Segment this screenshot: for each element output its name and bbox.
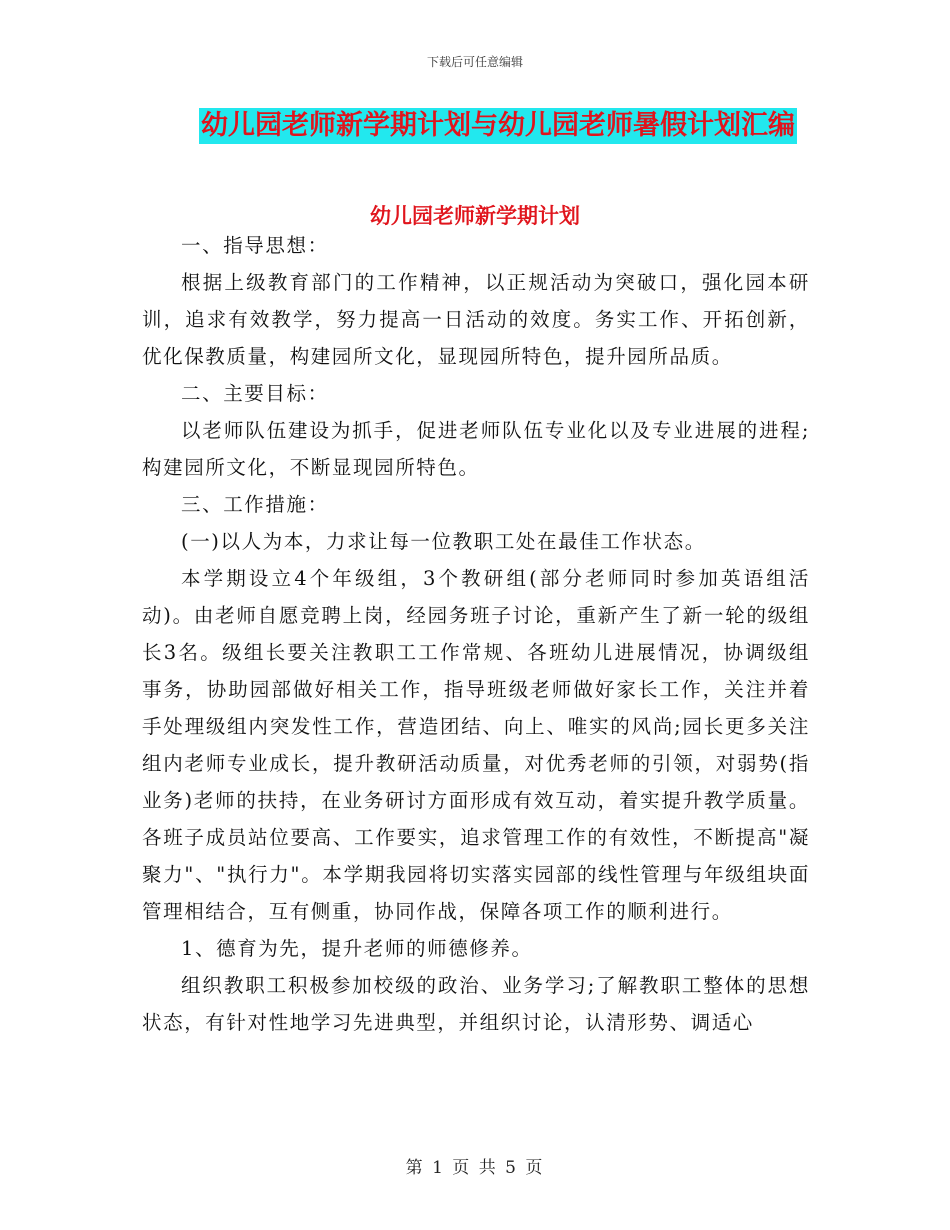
subheading-people-oriented: (一)以人为本，力求让每一位教职工处在最佳工作状态。 [181, 530, 706, 553]
paragraph-grade-groups: 本学期设立4个年级组，3个教研组(部分老师同时参加英语组活动)。由老师自愿竞聘上岗，经园务班子讨论，重新产生了新一轮的级组长3名。级组长要关注教职工工作常规、各班幼儿进展情况，协调级组事务，协助园部做好相关工作，指导班级老师做好家长工作，关注并着手处理级组内突发性工作，营造团结、向上、唯实的风尚;园长更多关注组内老师专业成长，提升教研活动质量，对优秀老师的引领，对弱势(指业务)老师的扶持，在业务研讨方面形成有效互动，着实提升教学质量。各班子成员站位要高、工作要实，追求管理工作的有效性，不断提高"凝聚力"、"执行力"。本学期我园将切实落实园部的线性管理与年级组块面管理相结合，互有侧重，协同作战，保障各项工作的顺利进行。 [142, 567, 810, 923]
subheading-moral-education: 1、德育为先，提升老师的师德修养。 [181, 937, 533, 960]
heading-main-goals: 二、主要目标： [181, 382, 329, 405]
paragraph-guiding-ideology: 根据上级教育部门的工作精神，以正规活动为突破口，强化园本研训，追求有效教学，努力提高一日活动的效度。务实工作、开拓创新，优化保教质量，构建园所文化，显现园所特色，提升园所品质。 [142, 271, 810, 368]
main-title-container [0, 108, 950, 144]
document-body [142, 227, 810, 1041]
paragraph-study-organization: 组织教职工积极参加校级的政治、业务学习;了解教职工整体的思想状态，有针对性地学习先进典型，并组织讨论，认清形势、调适心 [142, 974, 810, 1034]
main-title: 幼儿园老师新学期计划与幼儿园老师暑假计划汇编 [199, 108, 797, 144]
heading-guiding-ideology: 一、指导思想： [181, 234, 329, 257]
page-footer: 第 1 页 共 5 页 [405, 1158, 545, 1178]
header-note: 下载后可任意编辑 [426, 55, 523, 69]
paragraph-main-goals: 以老师队伍建设为抓手，促进老师队伍专业化以及专业进展的进程;构建园所文化，不断显现园所特色。 [142, 419, 810, 479]
heading-work-measures: 三、工作措施： [181, 493, 329, 516]
section-title: 幼儿园老师新学期计划 [370, 203, 580, 228]
